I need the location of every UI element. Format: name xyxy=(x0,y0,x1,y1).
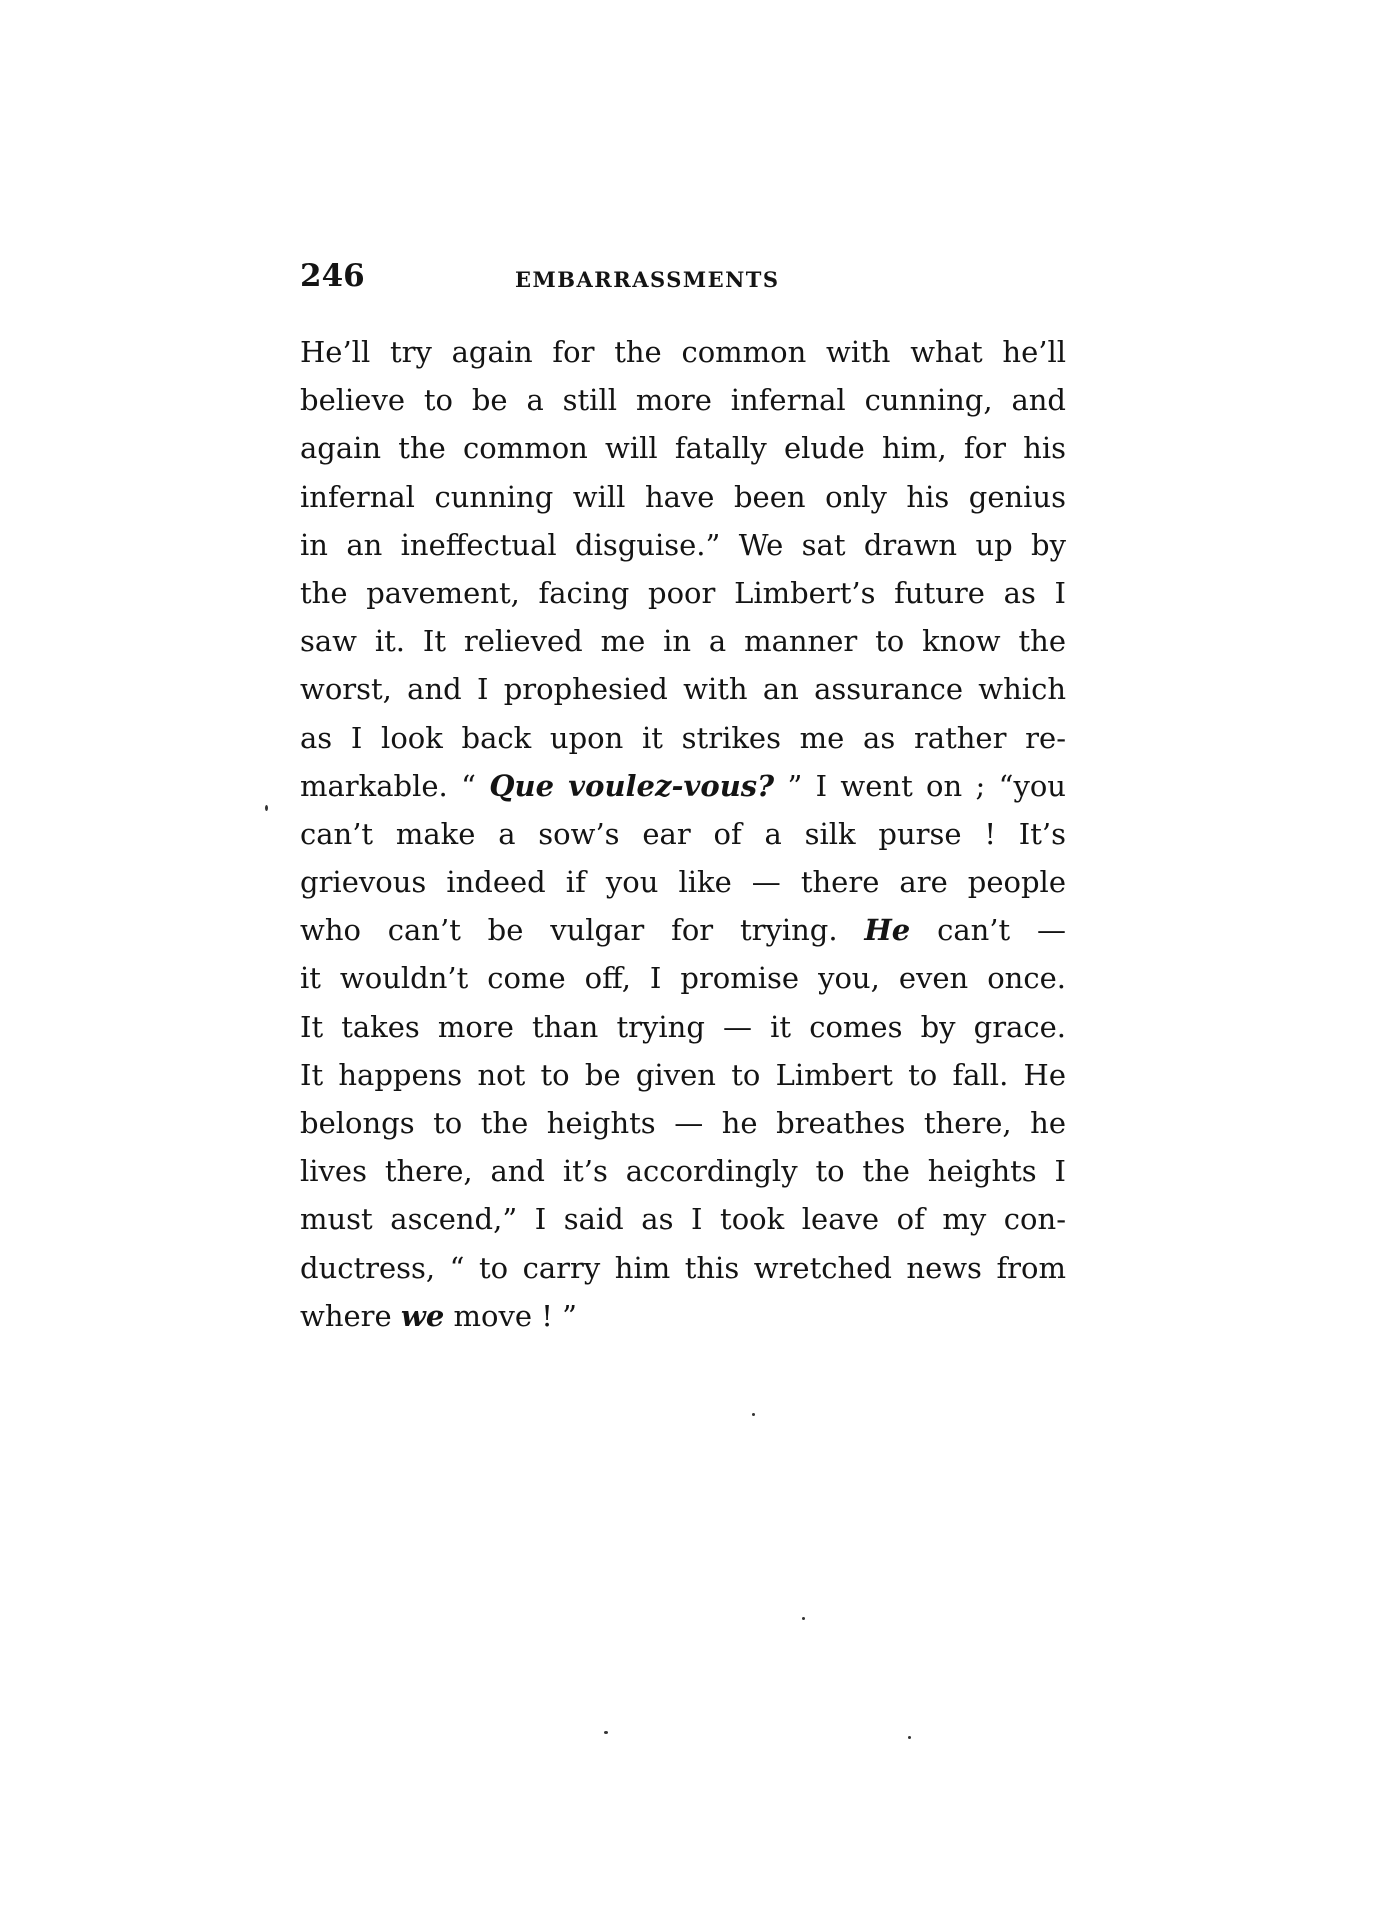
italic-text: He xyxy=(864,913,911,948)
text-segment: who can’t be vulgar for trying. xyxy=(300,913,865,948)
text-segment: It takes more than trying — it comes by grace. xyxy=(300,1009,1066,1044)
text-segment: lives there, and it’s accordingly to the heights I xyxy=(300,1154,1066,1189)
text-line xyxy=(300,473,1066,521)
stray-mark xyxy=(604,1731,608,1734)
text-line xyxy=(300,521,1066,569)
text-segment: as I look back upon it strikes me as rather re- xyxy=(300,720,1066,755)
text-segment: can’t make a sow’s ear of a silk purse ! It’s xyxy=(300,816,1066,851)
text-segment: infernal cunning will have been only his genius xyxy=(300,479,1066,514)
text-segment: markable. “ xyxy=(300,768,490,803)
text-line xyxy=(300,569,1066,617)
text-line xyxy=(300,424,1066,472)
text-line xyxy=(300,858,1066,906)
text-line xyxy=(300,617,1066,665)
stray-mark xyxy=(265,805,268,811)
text-line xyxy=(300,714,1066,762)
text-line xyxy=(300,1147,1066,1195)
text-segment: the pavement, facing poor Limbert’s future as I xyxy=(300,575,1066,610)
text-line xyxy=(300,1099,1066,1147)
italic-text: we xyxy=(400,1298,445,1333)
italic-text: Que voulez-vous? xyxy=(489,768,775,803)
text-segment: must ascend,” I said as I took leave of my con- xyxy=(300,1202,1066,1237)
text-segment: again the common will fatally elude him, for his xyxy=(300,431,1066,466)
running-title: EMBARRASSMENTS xyxy=(515,267,780,292)
text-segment: He’ll try again for the common with what he’ll xyxy=(300,335,1066,369)
text-segment: in an ineffectual disguise.” We sat drawn up by xyxy=(300,527,1066,562)
text-line xyxy=(300,1003,1066,1051)
text-segment: it wouldn’t come off, I promise you, even once. xyxy=(300,961,1066,996)
text-line xyxy=(300,1051,1066,1099)
text-line xyxy=(300,810,1066,858)
text-line xyxy=(300,762,1066,810)
body-text xyxy=(300,328,1066,1340)
text-line xyxy=(300,954,1066,1002)
text-segment: grievous indeed if you like — there are people xyxy=(300,865,1066,900)
text-line xyxy=(300,665,1066,713)
text-segment: It happens not to be given to Limbert to fall. He xyxy=(300,1057,1066,1092)
text-line xyxy=(300,1195,1066,1243)
text-segment: believe to be a still more infernal cunning, and xyxy=(300,383,1066,418)
running-head xyxy=(300,258,1070,308)
text-line xyxy=(300,376,1066,424)
stray-mark xyxy=(752,1413,755,1416)
stray-mark xyxy=(908,1736,911,1739)
text-segment: can’t — xyxy=(910,913,1066,948)
text-line xyxy=(300,328,1066,376)
text-line xyxy=(300,1292,1066,1340)
text-segment: move ! ” xyxy=(444,1298,577,1333)
text-segment: ductress, “ to carry him this wretched news from xyxy=(300,1250,1066,1285)
stray-mark xyxy=(802,1617,805,1620)
text-line xyxy=(300,1244,1066,1292)
text-segment: ” I went on ; “you xyxy=(774,768,1066,803)
text-segment: saw it. It relieved me in a manner to know the xyxy=(300,624,1066,659)
page-number: 246 xyxy=(300,258,365,294)
text-line xyxy=(300,906,1066,954)
text-segment: where xyxy=(300,1298,401,1333)
text-segment: belongs to the heights — he breathes there, he xyxy=(300,1106,1066,1140)
text-segment: worst, and I prophesied with an assurance which xyxy=(300,672,1066,707)
